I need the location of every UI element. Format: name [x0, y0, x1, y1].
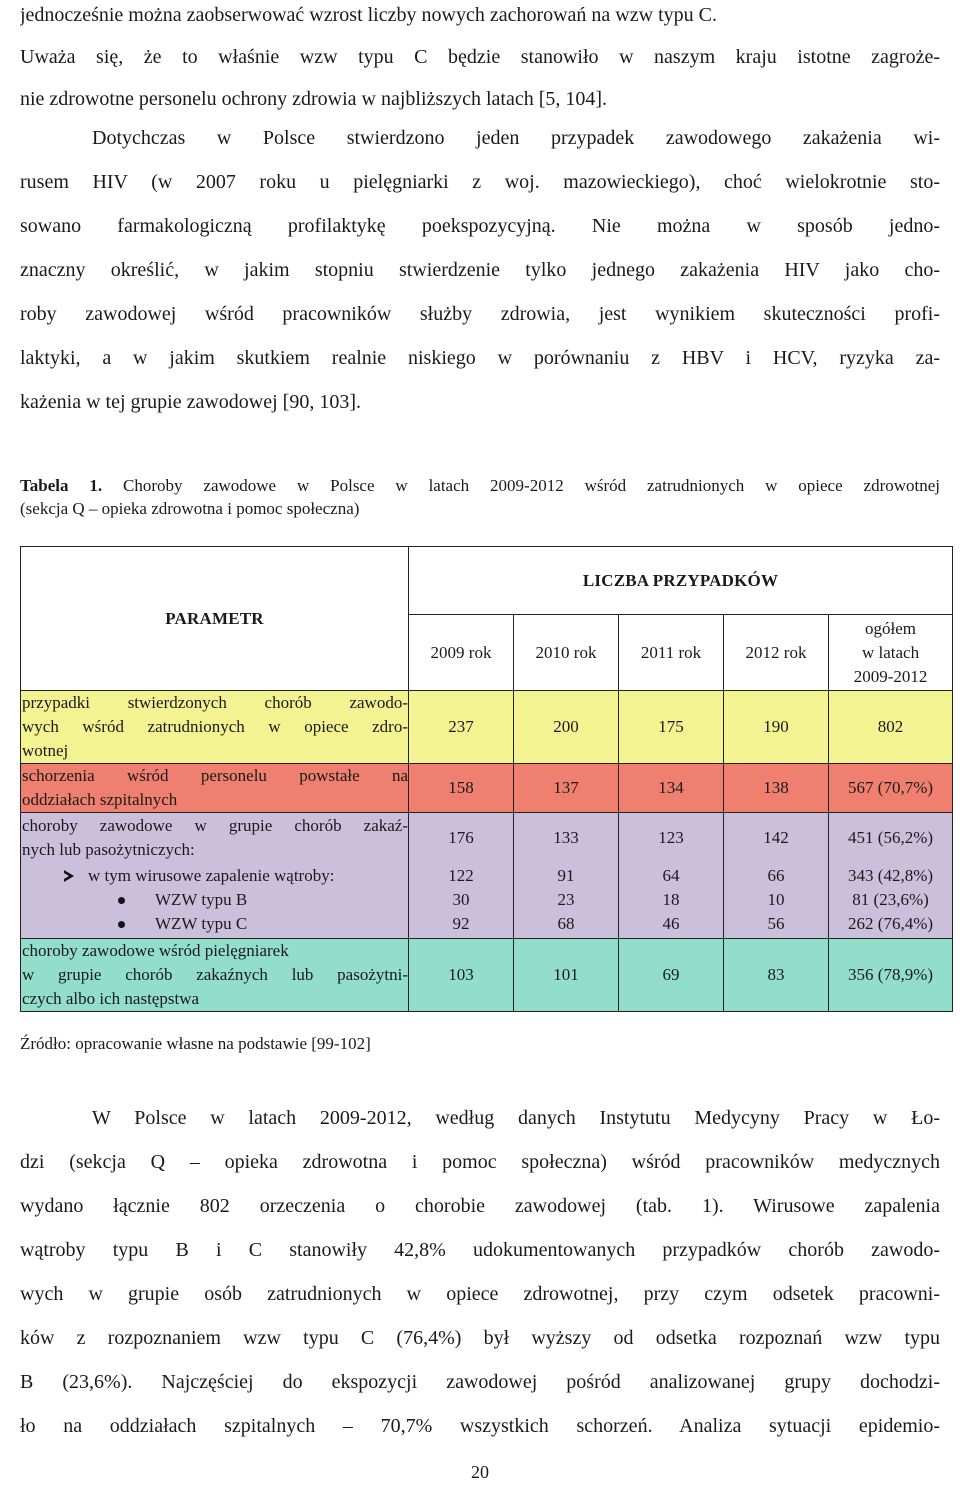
- cell-value: 567 (70,7%): [829, 764, 953, 813]
- cell-value: 101: [514, 939, 619, 1012]
- cell-value: 123: [619, 813, 724, 863]
- cell-value: 138: [724, 764, 829, 813]
- text-line: jednocześnie można zaobserwować wzrost liczby nowych zachorowań na wzw typu C.: [20, 4, 717, 26]
- cell-value: 122 30 92: [409, 863, 514, 939]
- cell-value: 343 (42,8%) 81 (23,6%) 262 (76,4%): [829, 863, 953, 939]
- text-line: B (23,6%). Najczęściej do ekspozycji zawodowej pośród analizowanej grupy dochodzi-: [20, 1371, 940, 1393]
- table-caption: [20, 474, 940, 520]
- row-label: choroby zawodowe wśród pielęgniarek w grupie chorób zakaźnych lub pasożytni- czych albo ich następstwa: [21, 939, 409, 1012]
- caption-subtitle: (sekcja Q – opieka zdrowotna i pomoc społeczna): [20, 499, 360, 518]
- text-line: sowano farmakologiczną profilaktykę poekspozycyjną. Nie można w sposób jedno-: [20, 215, 940, 237]
- cell-value: 91 23 68: [514, 863, 619, 939]
- text-line: znaczny określić, w jakim stopniu stwierdzenie tylko jednego zakażenia HIV jako cho-: [20, 259, 940, 281]
- table-row: [21, 764, 953, 813]
- text-line: ków z rozpoznaniem wzw typu C (76,4%) był wyższy od odsetka rozpoznań wzw typu: [20, 1327, 940, 1349]
- cell-value: 356 (78,9%): [829, 939, 953, 1012]
- year-header: 2009 rok: [409, 615, 514, 691]
- cell-value: 237: [409, 691, 514, 764]
- bullet-icon: [118, 897, 125, 904]
- cell-value: 802: [829, 691, 953, 764]
- table-row: [21, 691, 953, 764]
- table-row: [21, 813, 953, 863]
- text-line: ło na oddziałach szpitalnych – 70,7% wszystkich schorzeń. Analiza sytuacji epidemio-: [20, 1415, 940, 1437]
- text-line: nie zdrowotne personelu ochrony zdrowia w najbliższych latach [5, 104].: [20, 88, 608, 110]
- table-source: Źródło: opracowanie własne na podstawie [99-102]: [20, 1034, 371, 1053]
- text-line: W Polsce w latach 2009-2012, według danych Instytutu Medycyny Pracy w Ło-: [92, 1107, 940, 1129]
- year-header: 2012 rok: [724, 615, 829, 691]
- cell-value: 200: [514, 691, 619, 764]
- cell-value: 134: [619, 764, 724, 813]
- cell-value: 66 10 56: [724, 863, 829, 939]
- header-case-count: LICZBA PRZYPADKÓW: [409, 547, 953, 615]
- paragraph-hiv: [20, 116, 940, 424]
- bullet-icon: [118, 921, 125, 928]
- caption-label: Tabela 1.: [20, 476, 103, 495]
- text-line: laktyki, a w jakim skutkiem realnie niskiego w porównaniu z HBV i HCV, ryzyka za-: [20, 347, 940, 369]
- cell-value: 176: [409, 813, 514, 863]
- paragraph-bottom: [20, 1096, 940, 1448]
- row-label: schorzenia wśród personelu powstałe na oddziałach szpitalnych: [21, 764, 409, 813]
- text-line: roby zawodowej wśród pracowników służby zdrowia, jest wynikiem skuteczności profi-: [20, 303, 940, 325]
- text-line: dzi (sekcja Q – opieka zdrowotna i pomoc społeczna) wśród pracowników medycznych: [20, 1151, 940, 1173]
- caption-title: Choroby zawodowe w Polsce w latach 2009-2012 wśród zatrudnionych w opiece zdrowotnej: [123, 476, 941, 495]
- cell-value: 103: [409, 939, 514, 1012]
- row-label: choroby zawodowe w grupie chorób zakaź- nych lub pasożytniczych:: [21, 813, 409, 863]
- cell-value: 137: [514, 764, 619, 813]
- year-header: 2011 rok: [619, 615, 724, 691]
- text-line: każenia w tej grupie zawodowej [90, 103].: [20, 391, 361, 413]
- table-row: [21, 939, 953, 1012]
- cell-value: 158: [409, 764, 514, 813]
- table-row: [21, 863, 953, 939]
- total-header: ogółem w latach 2009-2012: [829, 615, 953, 691]
- cell-value: 64 18 46: [619, 863, 724, 939]
- row-label: przypadki stwierdzonych chorób zawodo- wych wśród zatrudnionych w opiece zdro- wotnej: [21, 691, 409, 764]
- text-line: Dotychczas w Polsce stwierdzono jeden przypadek zawodowego zakażenia wi-: [92, 127, 940, 149]
- text-line: wych w grupie osób zatrudnionych w opiece zdrowotnej, przy czym odsetek pracowni-: [20, 1283, 940, 1305]
- cell-value: 133: [514, 813, 619, 863]
- occupational-diseases-table: [20, 546, 953, 1012]
- cell-value: 190: [724, 691, 829, 764]
- cell-value: 83: [724, 939, 829, 1012]
- cell-value: 175: [619, 691, 724, 764]
- cell-value: 451 (56,2%): [829, 813, 953, 863]
- text-line: rusem HIV (w 2007 roku u pielęgniarki z woj. mazowieckiego), choć wielokrotnie sto-: [20, 171, 940, 193]
- paragraph-top: [20, 0, 940, 120]
- page-number: 20: [471, 1462, 489, 1482]
- cell-value: 69: [619, 939, 724, 1012]
- cell-value: 142: [724, 813, 829, 863]
- arrow-bullet-icon: [64, 870, 74, 882]
- text-line: wątroby typu B i C stanowiły 42,8% udokumentowanych przypadków chorób zawodo-: [20, 1239, 940, 1261]
- text-line: Uważa się, że to właśnie wzw typu C będzie stanowiło w naszym kraju istotne zagroże-: [20, 46, 940, 68]
- header-parameter: PARAMETR: [21, 547, 409, 691]
- row-label: w tym wirusowe zapalenie wątroby: WZW typu B WZW typu C: [21, 863, 409, 939]
- text-line: wydano łącznie 802 orzeczenia o chorobie zawodowej (tab. 1). Wirusowe zapalenia: [20, 1195, 940, 1217]
- year-header: 2010 rok: [514, 615, 619, 691]
